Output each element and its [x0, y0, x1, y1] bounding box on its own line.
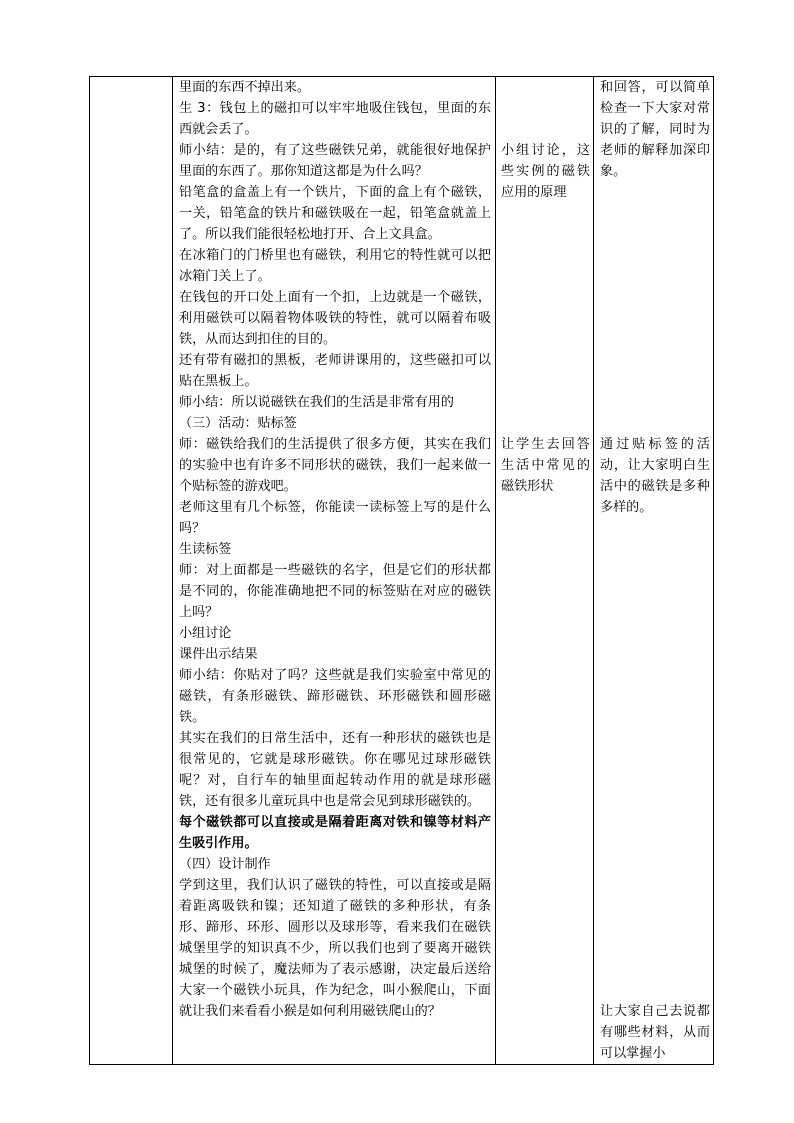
section-heading: （三）活动：贴标签	[179, 416, 297, 431]
key-conclusion: 每个磁铁都可以直接或是隔着距离对铁和镍等材料产生吸引作用。	[179, 815, 491, 851]
spacer	[600, 518, 710, 1001]
paragraph: 学到这里，我们认识了磁铁的特性，可以直接或是隔着距离吸铁和镍；还知道了磁铁的多种形状，有条形、蹄形、环形、圆形以及球形等，看来我们在磁铁城堡里学的知识真不少，所以我们也到了要离开磁铁城堡的时候了，魔法师为了表示感谢，决定最后送给大家一个磁铁小玩具，作为纪念，叫小猴爬山，下面就让我们来看看小猴是如何利用磁铁爬山的？	[179, 878, 491, 1019]
paragraph: 师：磁铁给我们的生活提供了很多方便，其实在我们的实验中也有许多不同形状的磁铁，我们一起来做一个贴标签的游戏吧。	[179, 437, 491, 494]
paragraph: 通过贴标签的活动，让大家明白生活中的磁铁是多种多样的。	[600, 437, 710, 515]
table-row	[90, 77, 714, 1065]
paragraph: 生 3：钱包上的磁扣可以牢牢地吸住钱包，里面的东西就会丢了。	[179, 101, 491, 137]
teaching-process-cell	[173, 77, 496, 1065]
paragraph: 老师这里有几个标签，你能读一读标签上写的是什么吗？	[179, 500, 491, 536]
paragraph: 小组讨论	[179, 626, 232, 641]
student-activity-cell	[496, 77, 594, 1065]
paragraph: 在冰箱门的门桥里也有磁铁，利用它的特性就可以把冰箱门关上了。	[179, 248, 491, 284]
paragraph: 师小结：所以说磁铁在我们的生活是非常有用的	[179, 395, 454, 410]
paragraph: 小组讨论，这些实例的磁铁应用的原理	[501, 143, 590, 200]
paragraph: 还有带有磁扣的黑板，老师讲课用的，这些磁扣可以贴在黑板上。	[179, 353, 491, 389]
paragraph: 铅笔盒的盒盖上有一个铁片，下面的盒上有个磁铁，一关，铅笔盒的铁片和磁铁吸在一起，铅笔盒就盖上了。所以我们能很轻松地打开、合上文具盒。	[179, 185, 491, 242]
paragraph: 师小结：你贴对了吗？这些就是我们实验室中常见的磁铁，有条形磁铁、蹄形磁铁、环形磁铁和圆形磁铁。	[179, 668, 491, 725]
lesson-plan-table	[89, 76, 714, 1065]
spacer	[600, 182, 710, 434]
left-margin-cell	[90, 77, 173, 1065]
section-heading: （四）设计制作	[179, 857, 271, 872]
paragraph: 课件出示结果	[179, 647, 258, 662]
paragraph: 在钱包的开口处上面有一个扣，上边就是一个磁铁，利用磁铁可以隔着物体吸铁的特性，就可以隔着布吸铁，从而达到扣住的目的。	[179, 290, 491, 347]
paragraph: 里面的东西不掉出来。	[179, 80, 310, 95]
paragraph: 和回答，可以简单检查一下大家对常识的了解，同时为老师的解释加深印象。	[600, 80, 710, 179]
design-intent-cell	[594, 77, 714, 1065]
paragraph: 其实在我们的日常生活中，还有一种形状的磁铁也是很常见的，它就是球形磁铁。你在哪见过球形磁铁呢？对，自行车的轴里面起转动作用的就是球形磁铁，还有很多儿童玩具中也是常会见到球形磁铁的。	[179, 731, 491, 809]
paragraph: 师小结：是的，有了这些磁铁兄弟，就能很好地保护里面的东西了。那你知道这都是为什么吗？	[179, 143, 491, 179]
paragraph: 让大家自己去说都有哪些材料，从而可以掌握小	[600, 1004, 710, 1061]
paragraph: 生读标签	[179, 542, 232, 557]
spacer	[501, 203, 590, 434]
spacer	[501, 77, 590, 140]
paragraph: 让学生去回答生活中常见的磁铁形状	[501, 437, 590, 494]
paragraph: 师：对上面都是一些磁铁的名字，但是它们的形状都是不同的，你能准确地把不同的标签贴在对应的磁铁上吗？	[179, 563, 491, 620]
